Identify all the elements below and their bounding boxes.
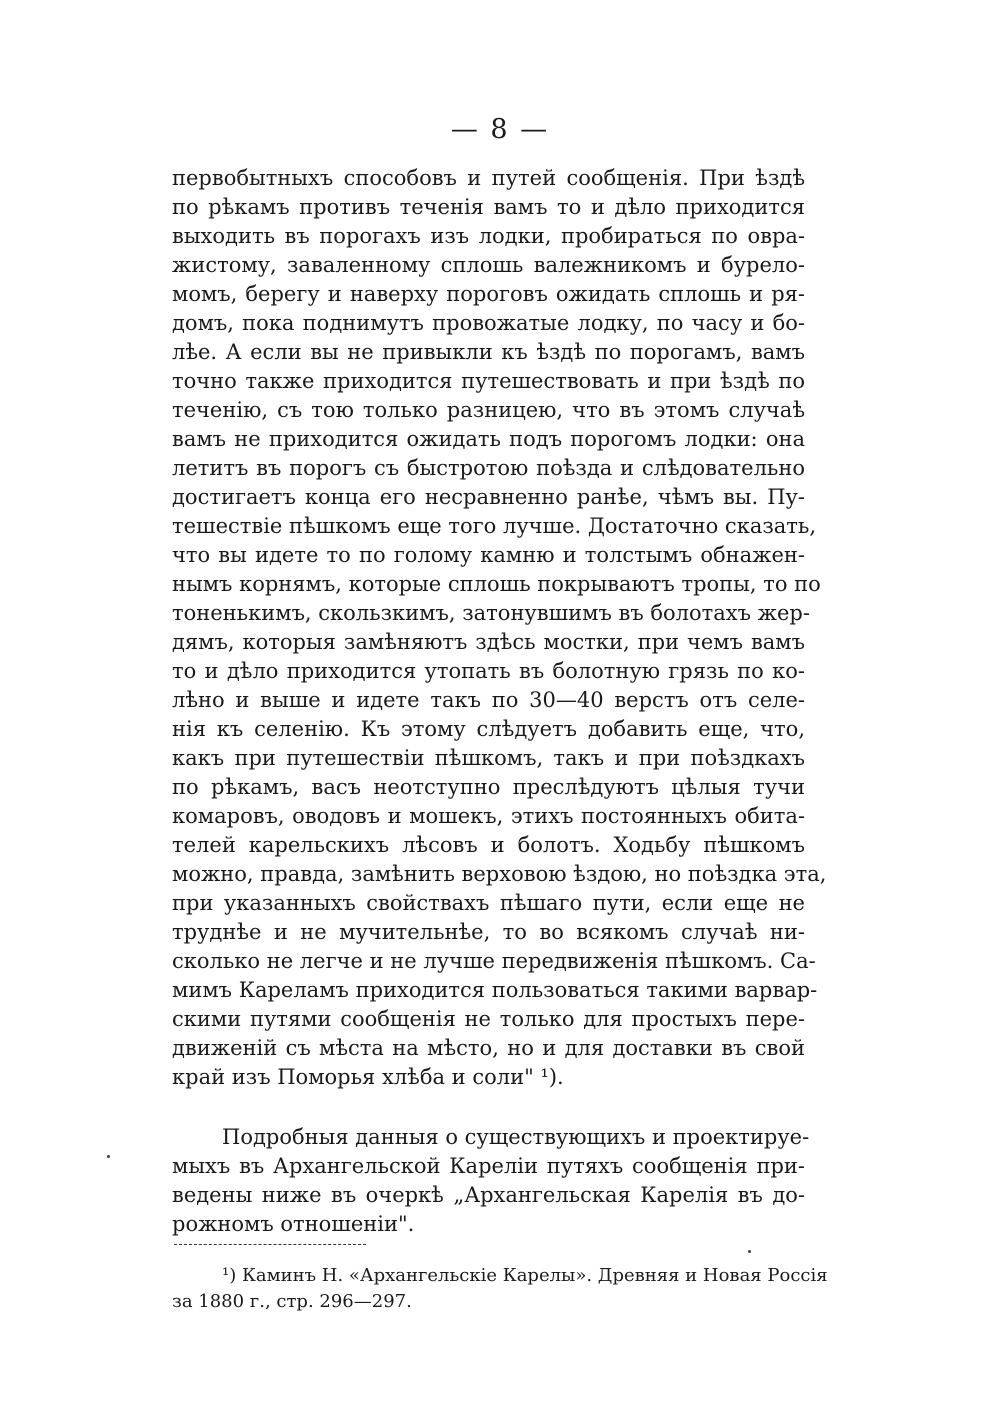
text-line: достигаетъ конца его несравненно ранѣе, чѣмъ вы. Пу- (172, 485, 805, 509)
text-line: сколько не легче и не лучше передвиженія пѣшкомъ. Са- (172, 949, 816, 973)
text-line: край изъ Поморья хлѣба и соли" ¹). (172, 1065, 564, 1089)
text-line: при указанныхъ свойствахъ пѣшаго пути, если еще не (172, 891, 805, 915)
text-line: точно также приходится путешествовать и при ѣздѣ по (172, 369, 805, 393)
text-line: выходить въ порогахъ изъ лодки, пробираться по овра- (172, 224, 805, 248)
text-line: ведены ниже въ очеркѣ „Архангельская Карелія въ до- (172, 1183, 805, 1207)
text-line: теченію, съ тою только разницею, что въ этомъ случаѣ (172, 398, 805, 422)
footnote-line: ¹) Каминъ Н. «Архангельскіе Карелы». Древняя и Новая Россія (222, 1265, 828, 1286)
footnote-separator (174, 1244, 366, 1245)
text-line: рожномъ отношеніи". (172, 1212, 415, 1236)
text-line: мыхъ въ Архангельской Кареліи путяхъ сообщенія при- (172, 1154, 805, 1178)
text-line: телей карельскихъ лѣсовъ и болотъ. Ходьбу пѣшкомъ (172, 833, 805, 857)
scan-speck (107, 1155, 110, 1158)
text-line: какъ при путешествіи пѣшкомъ, такъ и при поѣздкахъ (172, 746, 805, 770)
text-line: дямъ, которыя замѣняютъ здѣсь мостки, при чемъ вамъ (172, 630, 805, 654)
text-line: нія къ селенію. Къ этому слѣдуетъ добавить еще, что, (172, 717, 805, 741)
text-line: жистому, заваленному сплошь валежникомъ и бурело- (172, 253, 805, 277)
text-line: комаровъ, оводовъ и мошекъ, этихъ постоянныхъ обита- (172, 804, 805, 828)
text-line: нымъ корнямъ, которые сплошь покрываютъ тропы, то по (172, 572, 821, 596)
text-line: скими путями сообщенія не только для простыхъ пере- (172, 1007, 805, 1031)
text-line: можно, правда, замѣнить верховою ѣздою, но поѣздка эта, (172, 862, 827, 886)
text-line: труднѣе и не мучительнѣе, то во всякомъ случаѣ ни- (172, 920, 805, 944)
text-line: мимъ Кареламъ приходится пользоваться такими варвар- (172, 978, 818, 1002)
text-line: что вы идете то по голому камню и толстымъ обнажен- (172, 543, 805, 567)
text-line: лѣно и выше и идете такъ по 30—40 верстъ отъ селе- (172, 688, 805, 712)
text-line: домъ, пока поднимутъ провожатые лодку, по часу и бо- (172, 311, 805, 335)
text-line: движеній съ мѣста на мѣсто, но и для доставки въ свой (172, 1036, 805, 1060)
scan-speck (748, 1250, 751, 1253)
text-line: летитъ въ порогъ съ быстротою поѣзда и слѣдовательно (172, 456, 805, 480)
text-line: по рѣкамъ, васъ неотступно преслѣдуютъ цѣлыя тучи (172, 775, 805, 799)
text-line: тоненькимъ, скользкимъ, затонувшимъ въ болотахъ жер- (172, 601, 810, 625)
text-line: Подробныя данныя о существующихъ и проектируе- (222, 1125, 810, 1149)
text-line: то и дѣло приходится утопать въ болотную грязь по ко- (172, 659, 805, 683)
text-line: вамъ не приходится ожидать подъ порогомъ лодки: она (172, 427, 805, 451)
text-line: момъ, берегу и наверху пороговъ ожидать сплошь и ря- (172, 282, 805, 306)
text-line: тешествіе пѣшкомъ еще того лучше. Достаточно сказать, (172, 514, 817, 538)
text-line: лѣе. А если вы не привыкли къ ѣздѣ по порогамъ, вамъ (172, 340, 805, 364)
page-number: — 8 — (450, 114, 550, 145)
text-line: по рѣкамъ противъ теченія вамъ то и дѣло приходится (172, 195, 805, 219)
text-line: первобытныхъ способовъ и путей сообщенія. При ѣздѣ (172, 166, 805, 190)
footnote-line: за 1880 г., стр. 296—297. (172, 1291, 412, 1312)
